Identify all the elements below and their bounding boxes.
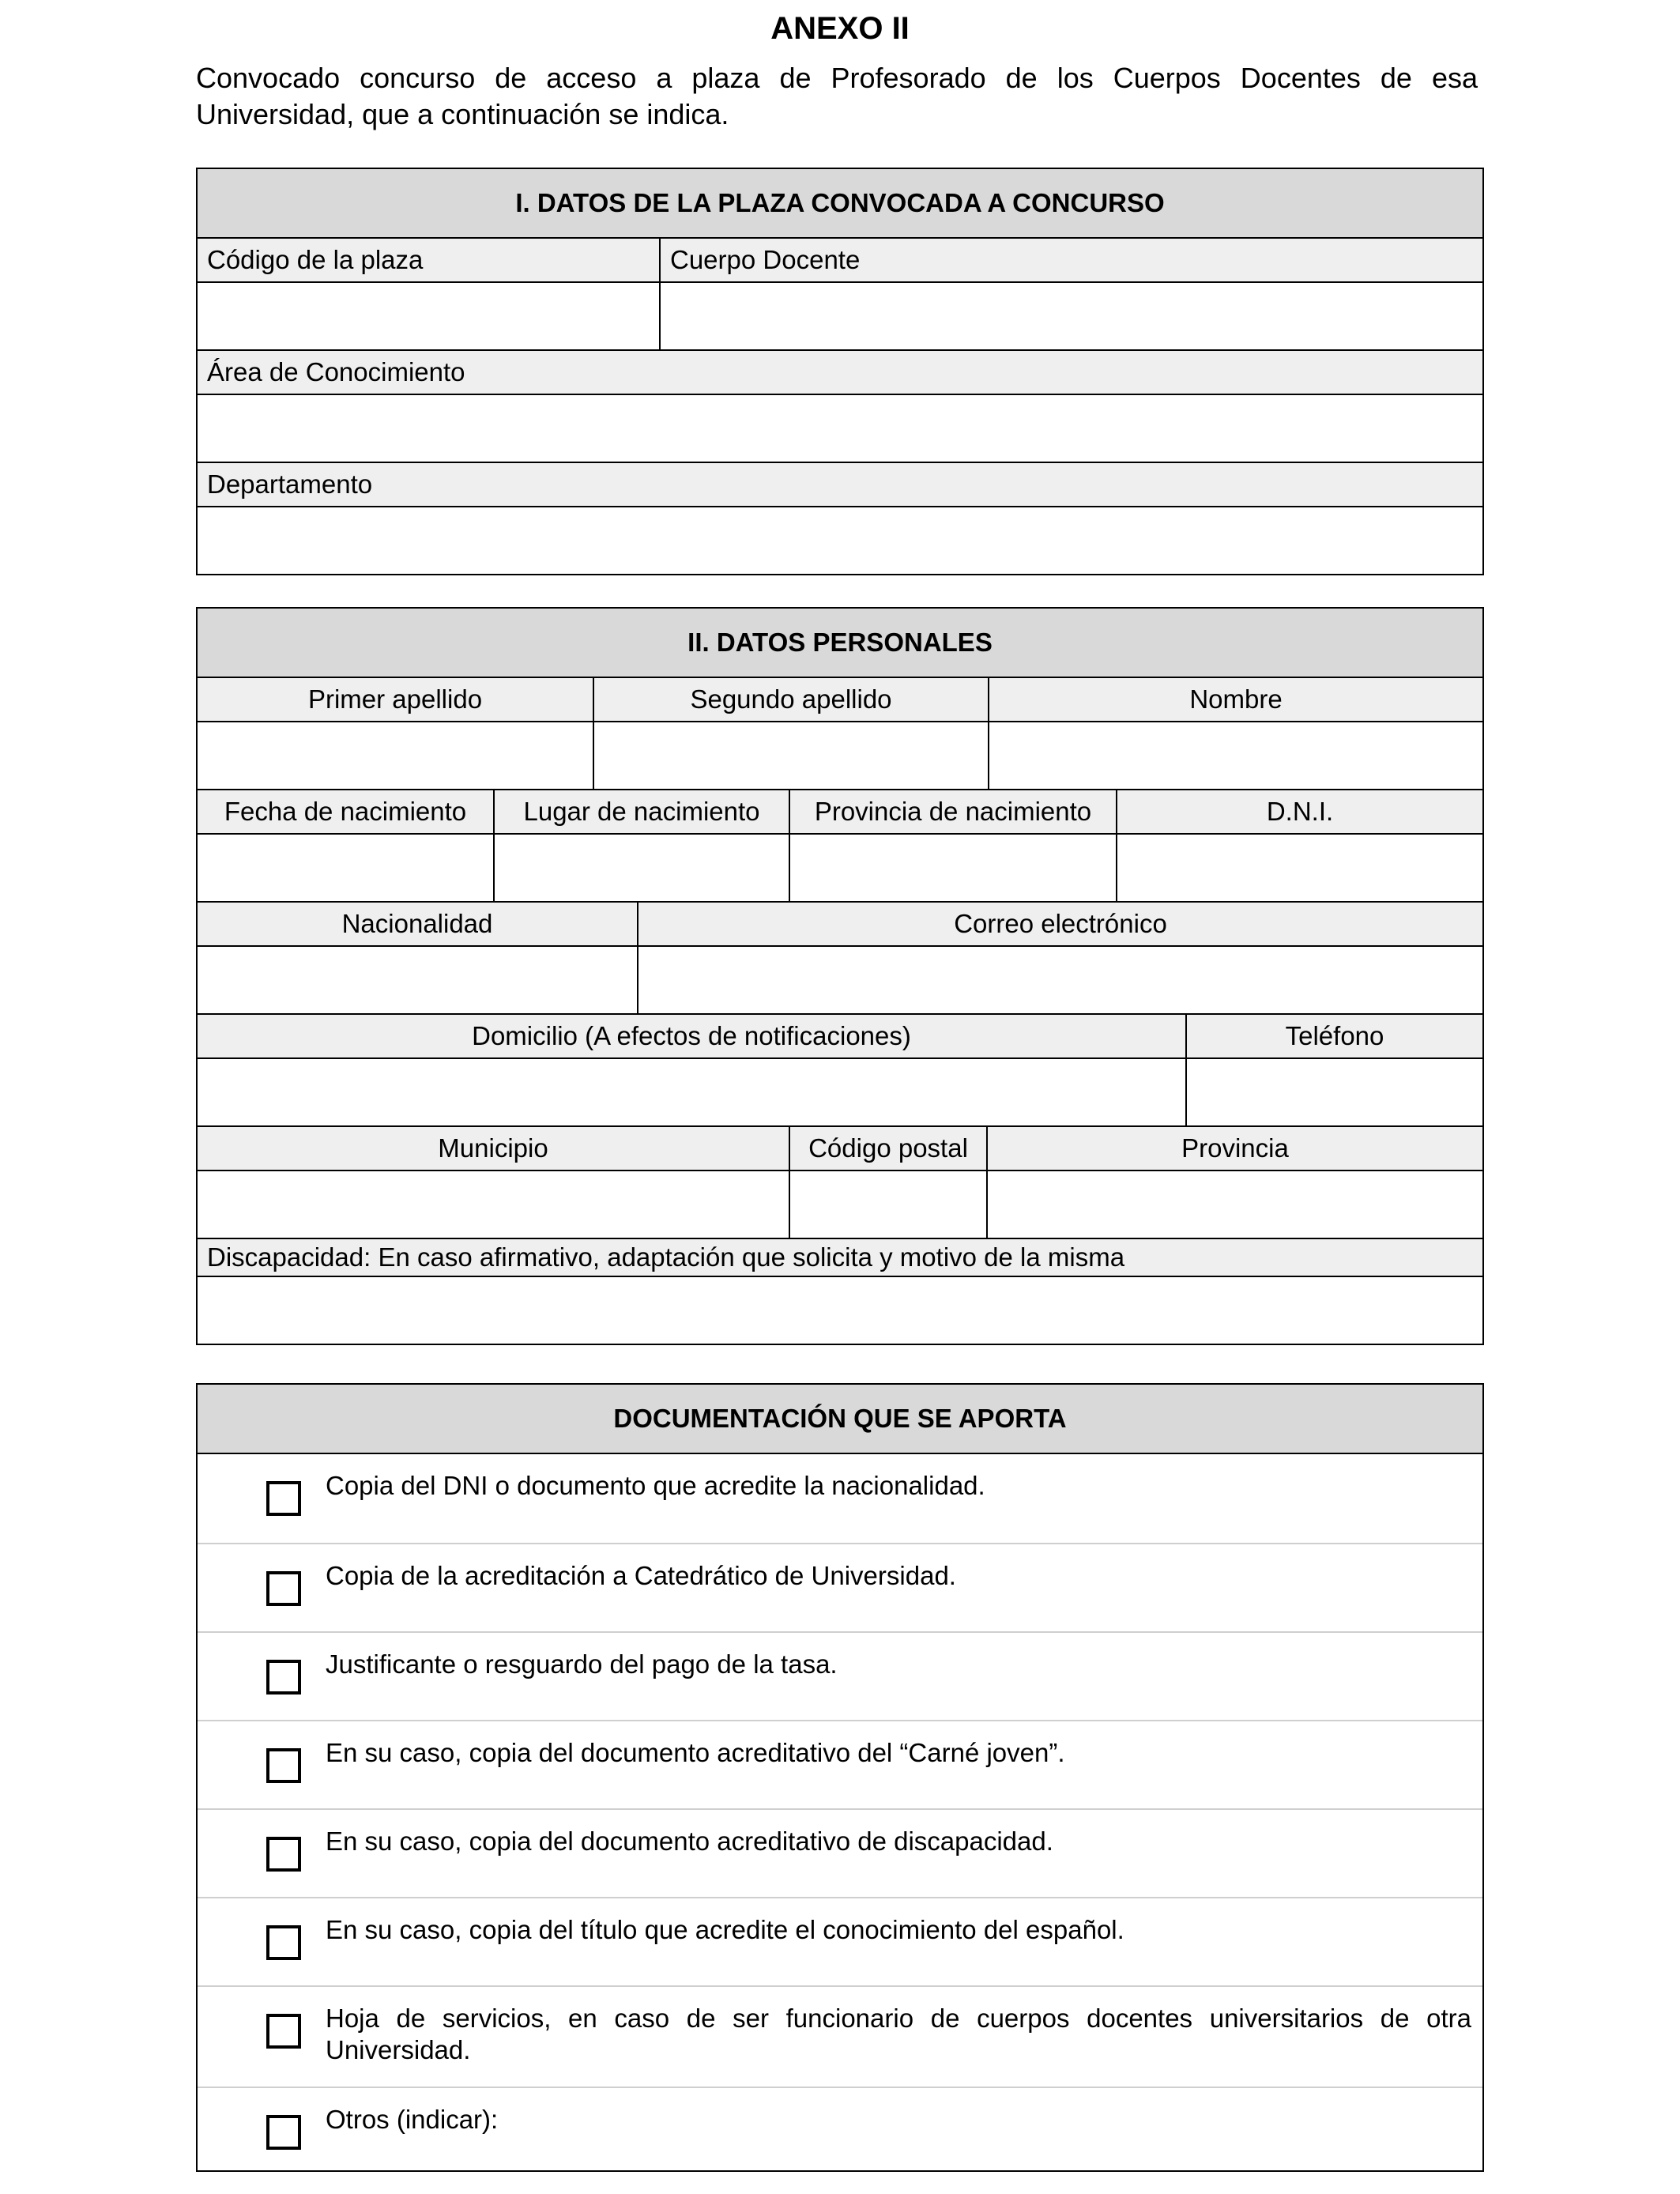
doc-item	[198, 1985, 1482, 2087]
doc-item-label: Justificante o resguardo del pago de la tasa.	[326, 1649, 838, 1679]
doc-item	[198, 1808, 1482, 1897]
domicilio-label: Domicilio (A efectos de notificaciones)	[198, 1015, 1185, 1057]
primer-apellido-label: Primer apellido	[198, 678, 593, 721]
fecha-nacimiento-label: Fecha de nacimiento	[198, 790, 493, 833]
segundo-apellido-field[interactable]	[593, 722, 988, 789]
provincia-label: Provincia	[986, 1127, 1482, 1170]
doc-item	[198, 1897, 1482, 1985]
codigo-postal-field[interactable]	[789, 1171, 986, 1238]
discapacidad-field[interactable]	[198, 1277, 1482, 1344]
intro-paragraph: Convocado concurso de acceso a plaza de Profesorado de los Cuerpos Docentes de esa Universidad, que a continuación se indica.	[196, 62, 1478, 130]
telefono-label: Teléfono	[1185, 1015, 1482, 1057]
dni-label: D.N.I.	[1116, 790, 1482, 833]
section-documentacion	[196, 1383, 1484, 2172]
cuerpo-docente-label: Cuerpo Docente	[659, 239, 1482, 281]
provincia-field[interactable]	[986, 1171, 1482, 1238]
segundo-apellido-label: Segundo apellido	[593, 678, 988, 721]
section-datos-personales	[196, 607, 1484, 1345]
area-conocimiento-field[interactable]	[198, 395, 1482, 462]
doc-item	[198, 1631, 1482, 1720]
primer-apellido-field[interactable]	[198, 722, 593, 789]
nacionalidad-field[interactable]	[198, 947, 637, 1013]
dni-field[interactable]	[1116, 835, 1482, 901]
doc-checkbox[interactable]	[266, 1571, 301, 1606]
doc-checkbox[interactable]	[266, 1837, 301, 1872]
page-title: ANEXO II	[770, 11, 910, 46]
municipio-field[interactable]	[198, 1171, 789, 1238]
doc-item-label: Copia de la acreditación a Catedrático de Universidad.	[326, 1561, 956, 1590]
codigo-plaza-label: Código de la plaza	[198, 239, 659, 281]
doc-checkbox[interactable]	[266, 1660, 301, 1695]
section-plaza	[196, 168, 1484, 575]
correo-label: Correo electrónico	[637, 903, 1482, 945]
doc-checkbox[interactable]	[266, 1748, 301, 1783]
doc-item-label: Otros (indicar):	[326, 2105, 499, 2134]
section-documentacion-heading: DOCUMENTACIÓN QUE SE APORTA	[198, 1385, 1482, 1453]
doc-checkbox[interactable]	[266, 2115, 301, 2150]
nombre-field[interactable]	[988, 722, 1482, 789]
codigo-postal-label: Código postal	[789, 1127, 986, 1170]
telefono-field[interactable]	[1185, 1059, 1482, 1125]
doc-item	[198, 1543, 1482, 1631]
doc-item-label: Copia del DNI o documento que acredite la nacionalidad.	[326, 1471, 985, 1500]
nombre-label: Nombre	[988, 678, 1482, 721]
domicilio-field[interactable]	[198, 1059, 1185, 1125]
provincia-nacimiento-field[interactable]	[789, 835, 1116, 901]
codigo-plaza-field[interactable]	[198, 283, 659, 349]
correo-field[interactable]	[637, 947, 1482, 1013]
lugar-nacimiento-label: Lugar de nacimiento	[493, 790, 789, 833]
doc-checkbox[interactable]	[266, 1925, 301, 1960]
cuerpo-docente-field[interactable]	[659, 283, 1482, 349]
nacionalidad-label: Nacionalidad	[198, 903, 637, 945]
lugar-nacimiento-field[interactable]	[493, 835, 789, 901]
doc-checkbox[interactable]	[266, 2014, 301, 2049]
doc-checkbox[interactable]	[266, 1481, 301, 1516]
section-plaza-heading: I. DATOS DE LA PLAZA CONVOCADA A CONCURSO	[198, 169, 1482, 237]
departamento-label: Departamento	[198, 463, 1482, 506]
doc-item-label: Hoja de servicios, en caso de ser funcionario de cuerpos docentes universitarios de otra Universidad.	[326, 2004, 1471, 2064]
doc-item-label: En su caso, copia del título que acredite el conocimiento del español.	[326, 1915, 1124, 1944]
doc-item	[198, 2087, 1482, 2170]
departamento-field[interactable]	[198, 507, 1482, 574]
discapacidad-label: Discapacidad: En caso afirmativo, adaptación que solicita y motivo de la misma	[198, 1239, 1482, 1276]
municipio-label: Municipio	[198, 1127, 789, 1170]
doc-item-label: En su caso, copia del documento acreditativo de discapacidad.	[326, 1826, 1053, 1856]
doc-item-label: En su caso, copia del documento acreditativo del “Carné joven”.	[326, 1738, 1065, 1767]
provincia-nacimiento-label: Provincia de nacimiento	[789, 790, 1116, 833]
doc-item	[198, 1720, 1482, 1808]
fecha-nacimiento-field[interactable]	[198, 835, 493, 901]
area-conocimiento-label: Área de Conocimiento	[198, 351, 1482, 394]
section-datos-personales-heading: II. DATOS PERSONALES	[198, 609, 1482, 677]
doc-item	[198, 1454, 1482, 1543]
